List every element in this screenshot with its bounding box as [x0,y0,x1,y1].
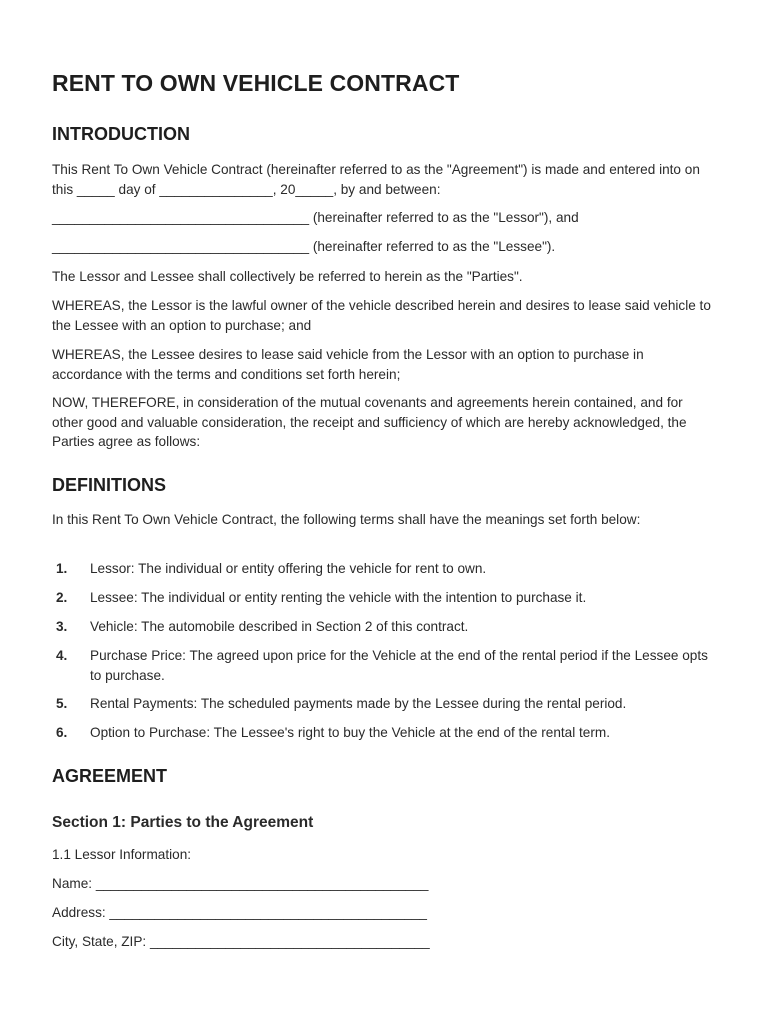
whereas-lessor-paragraph: WHEREAS, the Lessor is the lawful owner of the vehicle described herein and desires to lease said vehicle to the Lessee with an option to purchase; and [52,298,711,333]
lessee-party-line: __________________________________ (hereinafter referred to as the "Lessee"). [52,239,556,254]
intro-paragraph-date: This Rent To Own Vehicle Contract (hereinafter referred to as the "Agreement") is made and entered into on this _____ day of _______________, 20_____, by and between: [52,162,700,197]
definition-number: 6. [56,725,68,740]
definition-text: Option to Purchase: The Lessee's right to buy the Vehicle at the end of the rental term. [90,725,610,740]
definition-text: Lessee: The individual or entity renting the vehicle with the intention to purchase it. [90,590,587,605]
now-therefore-paragraph: NOW, THEREFORE, in consideration of the mutual covenants and agreements herein contained, and for other good and valuable consideration, the receipt and sufficiency of which are hereby acknowledged, the Parties agree as follows: [52,395,687,449]
definition-number: 3. [56,619,68,634]
parties-paragraph: The Lessor and Lessee shall collectively be referred to herein as the "Parties". [52,269,523,284]
lessor-info-label: 1.1 Lessor Information: [52,847,192,862]
agreement-heading: AGREEMENT [52,766,168,786]
definition-number: 2. [56,590,68,605]
section-1-heading: Section 1: Parties to the Agreement [52,814,314,831]
lessor-name-field: Name: ____________________________________________ [52,876,429,891]
whereas-lessee-paragraph: WHEREAS, the Lessee desires to lease said vehicle from the Lessor with an option to purchase in accordance with the terms and conditions set forth herein; [52,347,644,382]
definition-text: Purchase Price: The agreed upon price for the Vehicle at the end of the rental period if the Lessee opts to purchase. [90,648,708,683]
definition-text: Vehicle: The automobile described in Section 2 of this contract. [90,619,469,634]
lessor-address-field: Address: __________________________________________ [52,905,427,920]
introduction-heading: INTRODUCTION [52,124,190,144]
definitions-intro: In this Rent To Own Vehicle Contract, the following terms shall have the meanings set forth below: [52,512,641,527]
definition-number: 4. [56,648,68,663]
document-title: RENT TO OWN VEHICLE CONTRACT [52,70,460,96]
definition-number: 5. [56,696,68,711]
definition-text: Lessor: The individual or entity offering the vehicle for rent to own. [90,561,487,576]
lessor-city-state-zip-field: City, State, ZIP: _____________________________________ [52,934,430,949]
definition-text: Rental Payments: The scheduled payments made by the Lessee during the rental period. [90,696,627,711]
lessor-party-line: __________________________________ (hereinafter referred to as the "Lessor"), and [52,210,579,225]
definition-number: 1. [56,561,68,576]
definitions-heading: DEFINITIONS [52,475,167,495]
